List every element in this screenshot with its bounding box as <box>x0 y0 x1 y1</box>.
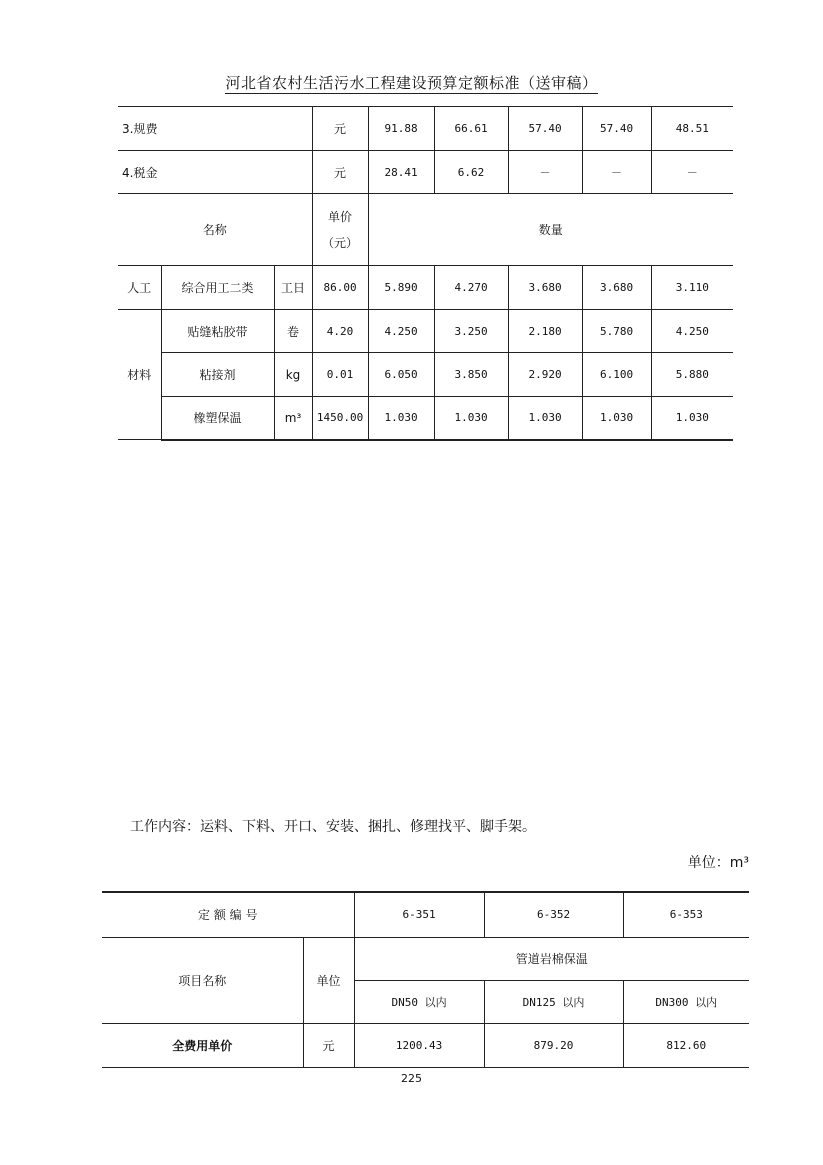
material-quantity: 5.780 <box>582 310 651 353</box>
unit-label: 单位：m³ <box>687 855 749 871</box>
labor-category: 人工 <box>118 266 161 310</box>
labor-unit: 工日 <box>274 266 312 310</box>
material-quantity: 4.250 <box>368 310 434 353</box>
material-price: 0.01 <box>312 353 368 397</box>
material-quantity: 3.850 <box>434 353 508 397</box>
fee-name: 3.规费 <box>118 107 312 151</box>
labor-name: 综合用工二类 <box>161 266 274 310</box>
labor-quantity: 3.110 <box>651 266 733 310</box>
material-quantity: 4.250 <box>651 310 733 353</box>
quota-summary-table <box>102 891 749 1068</box>
unit-price-header-line2: （元） <box>322 235 359 250</box>
fee-row-tax <box>118 151 733 194</box>
material-quantity: 2.920 <box>508 353 582 397</box>
fee-value: 57.40 <box>582 107 651 151</box>
fee-unit: 元 <box>312 107 368 151</box>
fee-value: 66.61 <box>434 107 508 151</box>
material-name: 橡塑保温 <box>161 397 274 440</box>
labor-quantity: 5.890 <box>368 266 434 310</box>
work-content: 工作内容：运料、下料、开口、安装、捆扎、修理找平、脚手架。 <box>130 819 536 835</box>
unit-price-header-line1: 单价 <box>328 209 353 224</box>
total-price-value: 812.60 <box>623 1023 749 1067</box>
material-row <box>118 397 733 440</box>
fee-unit: 元 <box>312 151 368 194</box>
labor-row <box>118 266 733 310</box>
unit-column-label: 单位 <box>303 937 354 1023</box>
total-price-value: 879.20 <box>484 1023 623 1067</box>
fee-value: 48.51 <box>651 107 733 151</box>
unit-price-header <box>312 194 368 266</box>
material-price: 4.20 <box>312 310 368 353</box>
material-quantity: 1.030 <box>508 397 582 440</box>
total-price-unit: 元 <box>303 1023 354 1067</box>
size-spec: DN50 以内 <box>354 980 484 1023</box>
size-spec: DN125 以内 <box>484 980 623 1023</box>
fee-value: － <box>651 151 733 194</box>
item-header-row <box>102 937 749 980</box>
size-spec: DN300 以内 <box>623 980 749 1023</box>
fee-row-regulatory <box>118 107 733 151</box>
name-header: 名称 <box>118 194 312 266</box>
quota-code: 6-352 <box>484 892 623 937</box>
quota-code-label: 定 额 编 号 <box>102 892 354 937</box>
material-category: 材料 <box>118 310 161 440</box>
material-name: 粘接剂 <box>161 353 274 397</box>
quota-code: 6-351 <box>354 892 484 937</box>
quota-detail-table <box>118 106 733 441</box>
total-price-value: 1200.43 <box>354 1023 484 1067</box>
fee-value: 6.62 <box>434 151 508 194</box>
fee-name: 4.税金 <box>118 151 312 194</box>
quantity-header: 数量 <box>368 194 733 266</box>
material-quantity: 1.030 <box>368 397 434 440</box>
fee-value: － <box>508 151 582 194</box>
material-unit: kg <box>274 353 312 397</box>
item-name-label: 项目名称 <box>102 937 303 1023</box>
material-row <box>118 310 733 353</box>
fee-value: 28.41 <box>368 151 434 194</box>
column-header-row <box>118 194 733 266</box>
page-number: 225 <box>401 1072 422 1085</box>
fee-value: 91.88 <box>368 107 434 151</box>
labor-quantity: 3.680 <box>582 266 651 310</box>
material-quantity: 6.050 <box>368 353 434 397</box>
page-title-text: 河北省农村生活污水工程建设预算定额标准（送审稿） <box>225 74 598 92</box>
material-row <box>118 353 733 397</box>
fee-value: － <box>582 151 651 194</box>
material-quantity: 1.030 <box>651 397 733 440</box>
material-quantity: 1.030 <box>434 397 508 440</box>
material-quantity: 6.100 <box>582 353 651 397</box>
labor-quantity: 3.680 <box>508 266 582 310</box>
labor-price: 86.00 <box>312 266 368 310</box>
material-quantity: 5.880 <box>651 353 733 397</box>
quota-code: 6-353 <box>623 892 749 937</box>
fee-value: 57.40 <box>508 107 582 151</box>
quota-code-row <box>102 892 749 937</box>
material-name: 贴缝粘胶带 <box>161 310 274 353</box>
group-title: 管道岩棉保温 <box>354 937 749 980</box>
material-quantity: 3.250 <box>434 310 508 353</box>
page-title <box>0 72 823 93</box>
material-unit: m³ <box>274 397 312 440</box>
labor-quantity: 4.270 <box>434 266 508 310</box>
total-price-row <box>102 1023 749 1067</box>
material-quantity: 2.180 <box>508 310 582 353</box>
total-price-label: 全费用单价 <box>102 1023 303 1067</box>
material-unit: 卷 <box>274 310 312 353</box>
material-quantity: 1.030 <box>582 397 651 440</box>
material-price: 1450.00 <box>312 397 368 440</box>
